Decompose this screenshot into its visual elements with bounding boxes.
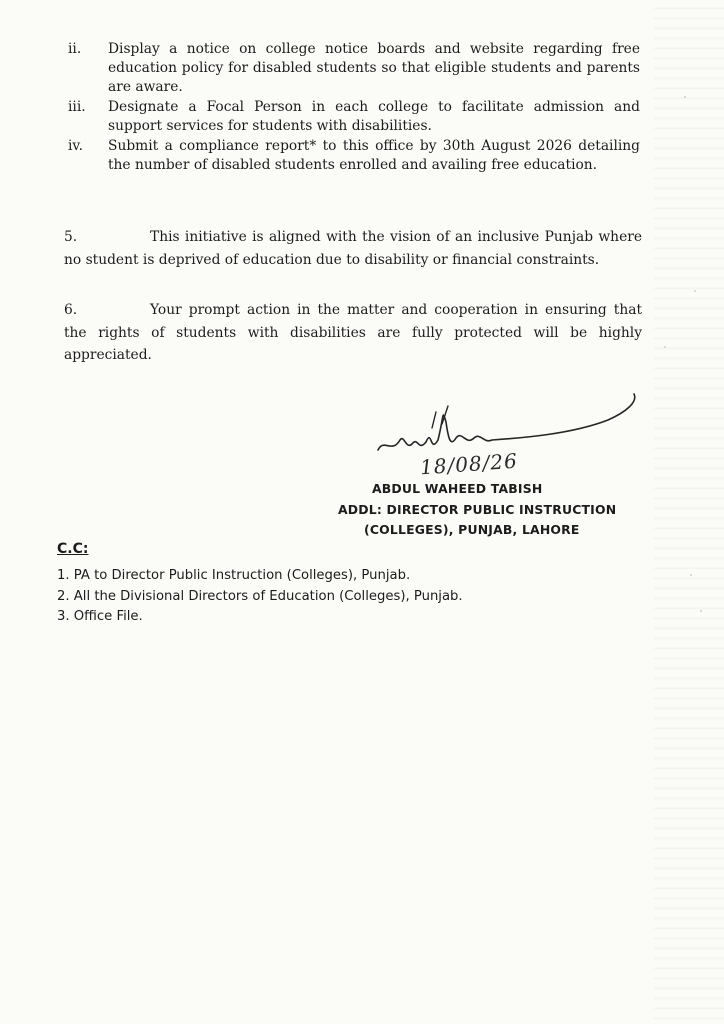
list-item-text: Designate a Focal Person in each college to facilitate admission and support services for students with disabilities. (108, 99, 640, 134)
list-marker: iv. (68, 138, 83, 154)
scan-speckle (700, 610, 702, 612)
cc-item: 1. PA to Director Public Instruction (Colleges), Punjab. (57, 568, 411, 583)
list-item (68, 137, 640, 175)
cc-heading: C.C: (57, 541, 89, 557)
signatory-name: ABDUL WAHEED TABISH (372, 481, 543, 496)
signatory-block (330, 479, 650, 541)
paragraph-number: 6. (64, 302, 78, 318)
list-marker: ii. (68, 41, 82, 57)
cc-item: 3. Office File. (57, 609, 143, 624)
paragraph-text: Your prompt action in the matter and cooperation in ensuring that the rights of students with disabilities are fully protected will be highly appreciated. (64, 302, 642, 363)
cc-item: 2. All the Divisional Directors of Education (Colleges), Punjab. (57, 588, 463, 604)
paragraph-text: This initiative is aligned with the vision of an inclusive Punjab where no student is deprived of education due to disability or financial constraints. (64, 229, 642, 268)
scan-edge-texture (654, 0, 724, 1024)
list-item-text: Display a notice on college notice boards and website regarding free education policy for disabled students so that eligible students and parents are aware. (108, 41, 640, 95)
paragraph-6 (64, 299, 642, 367)
handwritten-date: 18/08/26 (419, 448, 519, 480)
signatory-designation: ADDL: DIRECTOR PUBLIC INSTRUCTION (338, 501, 617, 517)
directive-list (68, 40, 640, 176)
list-item (68, 40, 640, 97)
scan-speckle (690, 574, 692, 576)
handwritten-signature (372, 388, 652, 490)
scan-speckle (664, 346, 666, 348)
scan-speckle (694, 290, 696, 292)
signatory-office: (COLLEGES), PUNJAB, LAHORE (364, 522, 580, 537)
list-item-text: Submit a compliance report* to this office by 30th August 2026 detailing the number of disabled students enrolled and availing free education. (108, 138, 640, 173)
paragraph-5 (64, 226, 642, 271)
paragraph-number: 5. (64, 229, 78, 245)
scan-speckle (684, 96, 686, 98)
list-item (68, 98, 640, 136)
cc-list (57, 566, 617, 628)
list-marker: iii. (68, 99, 86, 115)
